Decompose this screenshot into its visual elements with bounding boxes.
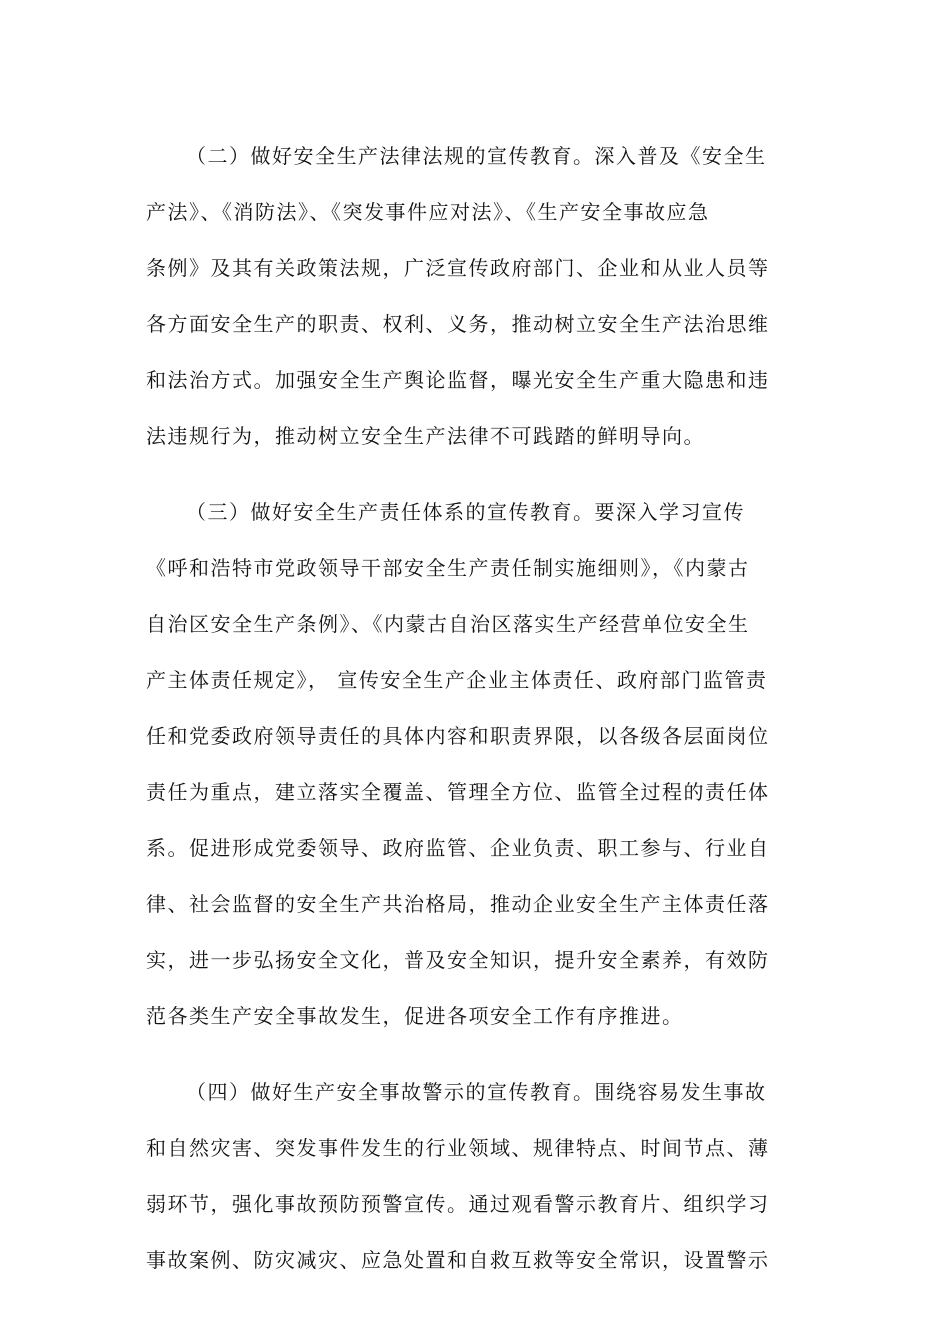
text-line: （四）做好生产安全事故警示的宣传教育。围绕容易发生事故 xyxy=(186,1080,767,1104)
document-body xyxy=(146,128,802,1288)
text-line: 律、社会监督的安全生产共治格局，推动企业安全生产主体责任落 xyxy=(146,892,770,916)
text-line: 《呼和浩特市党政领导干部安全生产责任制实施细则》，《内蒙古 xyxy=(146,556,750,580)
paragraph-spacer xyxy=(146,1044,802,1064)
text-line: （二）做好安全生产法律法规的宣传教育。深入普及《安全生 xyxy=(186,144,767,168)
text-line: 事故案例、防灾减灾、应急处置和自救互救等安全常识，设置警示 xyxy=(146,1248,770,1272)
text-line: 条例》及其有关政策法规，广泛宣传政府部门、企业和从业人员等 xyxy=(146,256,770,280)
text-line: 自治区安全生产条例》、《内蒙古自治区落实生产经营单位安全生 xyxy=(146,612,750,636)
text-line: （三）做好安全生产责任体系的宣传教育。要深入学习宣传 xyxy=(186,500,745,524)
text-line: 法违规行为，推动树立安全生产法律不可践踏的鲜明导向。 xyxy=(146,424,705,448)
text-line: 范各类生产安全事故发生，促进各项安全工作有序推进。 xyxy=(146,1004,684,1028)
text-line: 产法》、《消防法》、《突发事件应对法》、《生产安全事故应急 xyxy=(146,200,710,224)
text-line: 任和党委政府领导责任的具体内容和职责界限，以各级各层面岗位 xyxy=(146,724,770,748)
text-line: 产主体责任规定》， 宣传安全生产企业主体责任、政府部门监管责 xyxy=(146,668,768,692)
paragraph-3 xyxy=(146,484,802,1044)
text-line: 实，进一步弘扬安全文化，普及安全知识，提升安全素养，有效防 xyxy=(146,948,770,972)
text-line: 和自然灾害、突发事件发生的行业领域、规律特点、时间节点、薄 xyxy=(146,1136,770,1160)
paragraph-4 xyxy=(146,1064,802,1288)
text-line: 责任为重点，建立落实全覆盖、管理全方位、监管全过程的责任体 xyxy=(146,780,770,804)
paragraph-spacer xyxy=(146,464,802,484)
text-line: 系。促进形成党委领导、政府监管、企业负责、职工参与、行业自 xyxy=(146,836,770,860)
text-line: 和法治方式。加强安全生产舆论监督，曝光安全生产重大隐患和违 xyxy=(146,368,770,392)
paragraph-2 xyxy=(146,128,802,464)
text-line: 弱环节，强化事故预防预警宣传。通过观看警示教育片、组织学习 xyxy=(146,1192,770,1216)
text-line: 各方面安全生产的职责、权利、义务，推动树立安全生产法治思维 xyxy=(146,312,770,336)
